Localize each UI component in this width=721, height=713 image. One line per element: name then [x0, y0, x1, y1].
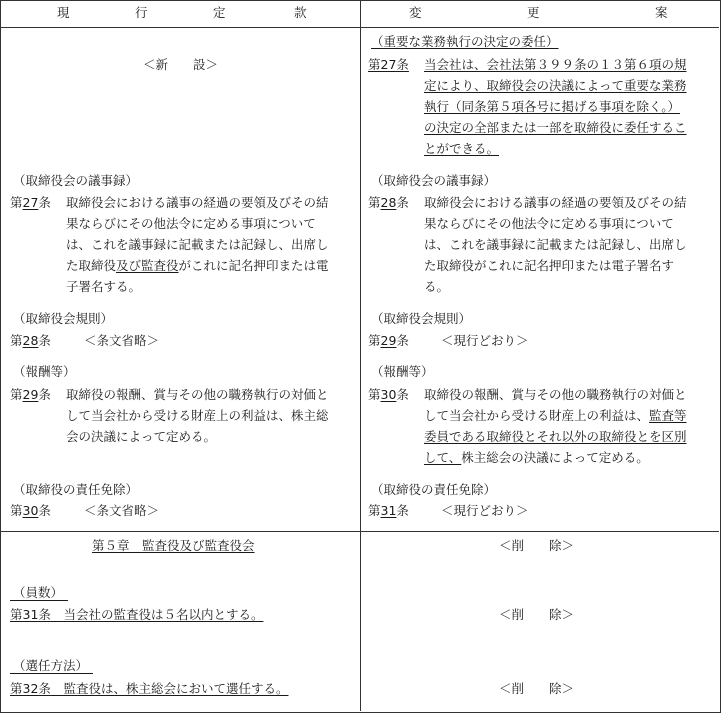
left-art31-line: 第31条 当会社の監査役は５名以内とする。: [10, 607, 264, 622]
header-right-char: 更: [527, 5, 540, 20]
left-art27-line: は、これを議事録に記載または記録し、出席し: [66, 237, 329, 252]
left-art30-title: （取締役の責任免除）: [13, 482, 139, 497]
left-art27-line: 子署名する。: [66, 279, 142, 294]
right-art28-line: は、これを議事録に記載または記録し、出席し: [424, 237, 687, 252]
right-art27-line: 執行（同条第５項各号に掲げる事項を除く。）: [424, 99, 681, 114]
right-art27-line: の決定の全部または一部を取締役に委任するこ: [424, 120, 687, 135]
right-art30-line: 取締役の報酬、賞与その他の職務執行の対価と: [424, 387, 687, 402]
right-art27-line: 定により、取締役会の決議によって重要な業務: [424, 78, 687, 93]
left-art27-title: （取締役会の議事録）: [13, 173, 139, 188]
right-art31-number: 第31条: [368, 503, 409, 518]
header-left-char: 現: [57, 5, 70, 20]
header-divider: [0, 27, 719, 28]
right-art30-line: して、株主総会の決議によって定める。: [424, 450, 649, 465]
deleted-placeholder: ＜削 除＞: [499, 538, 575, 553]
left-art29-line: 会の決議によって定める。: [66, 429, 217, 444]
header-left-char: 款: [294, 5, 307, 20]
right-art28-line: た取締役がこれに記名押印または電子署名す: [424, 258, 675, 273]
deleted-placeholder: ＜削 除＞: [499, 607, 575, 622]
chapter5-heading: 第５章 監査役及び監査役会: [92, 538, 255, 553]
left-art32-title: （選任方法）: [13, 658, 89, 673]
right-art29-title: （取締役会規則）: [371, 311, 472, 326]
header-left-char: 行: [135, 5, 148, 20]
deleted-placeholder: ＜削 除＞: [499, 681, 575, 696]
left-art27-number: 第27条: [10, 195, 51, 210]
header-right-char: 変: [409, 5, 422, 20]
right-art30-number: 第30条: [368, 387, 409, 402]
left-art29-number: 第29条: [10, 387, 51, 402]
header-right-char: 案: [655, 5, 668, 20]
left-art28-text: ＜条文省略＞: [84, 333, 160, 348]
right-art30-title: （報酬等）: [371, 364, 434, 379]
left-art28-title: （取締役会規則）: [13, 311, 114, 326]
column-divider: [360, 0, 361, 711]
right-art28-title: （取締役会の議事録）: [371, 173, 497, 188]
right-art30-line: して当会社から受ける財産上の利益は、監査等: [424, 408, 687, 423]
left-art31-title: （員数）: [13, 585, 64, 600]
left-art32-line: 第32条 監査役は、株主総会において選任する。: [10, 681, 289, 696]
right-art28-line: 果ならびにその他法令に定める事項について: [424, 216, 674, 231]
section-divider: [0, 531, 719, 532]
left-art27-line: 取締役会における議事の経過の要領及びその結: [66, 195, 329, 210]
left-art30-number: 第30条: [10, 503, 51, 518]
right-art31-text: ＜現行どおり＞: [441, 503, 529, 518]
right-art31-title: （取締役の責任免除）: [371, 482, 497, 497]
left-art28-number: 第28条: [10, 333, 51, 348]
right-art28-line: 取締役会における議事の経過の要領及びその結: [424, 195, 687, 210]
left-art27-line: た取締役及び監査役がこれに記名押印または電: [66, 258, 329, 273]
left-art32-title-underline: [10, 673, 93, 674]
left-art29-title: （報酬等）: [13, 364, 76, 379]
right-art27-line: とができる。: [424, 141, 500, 156]
right-art28-line: る。: [424, 279, 450, 294]
new-placeholder: ＜新 設＞: [143, 57, 219, 72]
left-art31-title-underline: [10, 600, 68, 601]
left-art30-text: ＜条文省略＞: [84, 503, 160, 518]
right-art27-number: 第27条: [368, 57, 409, 72]
right-art30-line: 委員である取締役とそれ以外の取締役とを区別: [424, 429, 687, 444]
left-art29-line: 取締役の報酬、賞与その他の職務執行の対価と: [66, 387, 329, 402]
right-art27-title: （重要な業務執行の決定の委任）: [371, 34, 559, 49]
right-art27-line: 当会社は、会社法第３９９条の１３第６項の規: [424, 57, 687, 72]
left-art29-line: して当会社から受ける財産上の利益は、株主総: [66, 408, 329, 423]
right-art29-number: 第29条: [368, 333, 409, 348]
left-art27-line: 果ならびにその他法令に定める事項について: [66, 216, 316, 231]
right-art28-number: 第28条: [368, 195, 409, 210]
right-art29-text: ＜現行どおり＞: [441, 333, 529, 348]
header-left-char: 定: [213, 5, 226, 20]
